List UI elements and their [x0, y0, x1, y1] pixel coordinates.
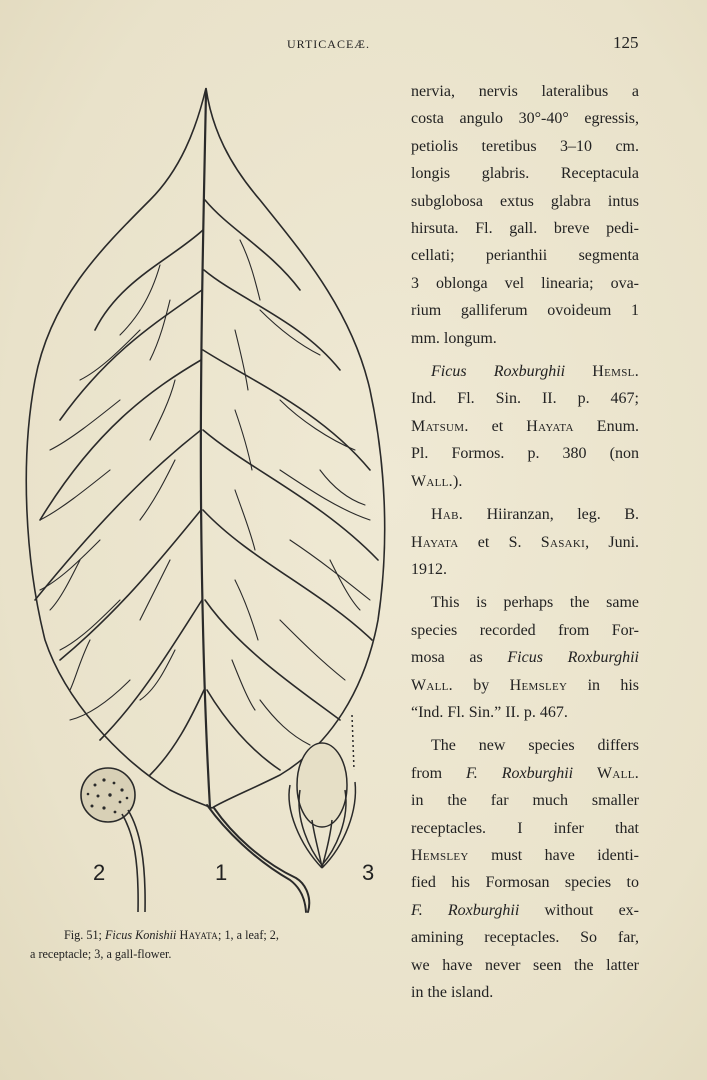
note-paragraph: This is perhaps the same species recorded from For- mosa as Ficus Roxburghii Wall. by Hemsley in his “Ind. Fl. Sin.” II. p. 467.: [411, 594, 640, 721]
leaf-petiole: [207, 805, 306, 912]
body-text: [411, 78, 639, 1012]
figure-label-1: 1: [215, 860, 228, 885]
comparison-paragraph: The new species differs from F. Roxburghii Wall. in the far much smaller receptacles. I infer that Hemsley must have identi- fied his Formosan species to F. Roxburghii without ex- amining receptacles. So far, we have never seen the latter in the island.: [411, 737, 640, 1001]
figure-51: [0, 80, 400, 920]
running-header: URTICACEÆ.: [287, 37, 370, 51]
receptacle-illustration: [81, 768, 145, 912]
leaf-illustration: [0, 80, 400, 920]
habitat-paragraph: Hab. Hiiranzan, leg. B. Hayata et S. Sasaki, Juni. 1912.: [411, 506, 640, 578]
figure-caption: Fig. 51; Ficus Konishii Hayata; 1, a leaf; 2, a receptacle; 3, a gall-flower.: [30, 928, 279, 961]
synonymy-paragraph: Ficus Roxburghii Hemsl. Ind. Fl. Sin. II. p. 467; Matsum. et Hayata Enum. Pl. Formos. p. 380 (non Wall.).: [411, 363, 640, 490]
description-paragraph: nervia, nervis lateralibus a costa angulo 30°-40° egressis, petiolis teretibus 3–10 cm. longis glabris. Receptacula subglobosa extus glabra intus hirsuta. Fl. gall. breve pedi- cellati; perianthii segmenta 3 oblonga vel linearia; ova- rium galliferum ovoideum 1 mm. longum.: [411, 83, 639, 347]
figure-label-2: 2: [93, 860, 106, 885]
page-number: 125: [613, 33, 639, 52]
figure-label-3: 3: [362, 860, 375, 885]
